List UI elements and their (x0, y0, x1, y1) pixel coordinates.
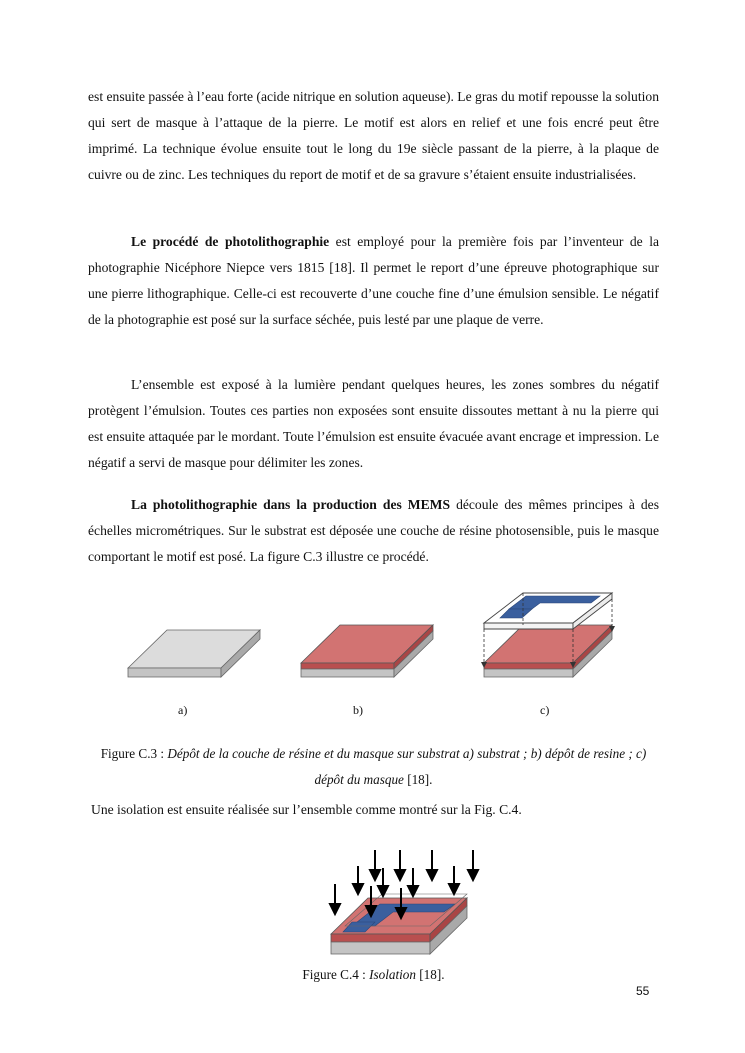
paragraph-4-text: découle des mêmes principes à des échelles micrométriques. Sur le substrat est déposée une couche de résine photosensible, puis le masque comportant le motif est posé. La figure C.3 illustre ce procédé. (88, 497, 659, 564)
figure-c3-caption-ref: [18]. (403, 772, 433, 787)
mask-assembly-c (481, 593, 615, 677)
figure-c3-caption-text: Dépôt de la couche de résine et du masque sur substrat a) substrat ; b) dépôt de resine ; c) dépôt du masque (167, 746, 647, 787)
paragraph-2-bold: Le procédé de photolithographie (131, 234, 330, 249)
paragraph-2-text: est employé pour la première fois par l’inventeur de la photographie Nicéphore Niepce vers 1815 [18]. Il permet le report d’une épreuve photographique sur une pierre lithographique. Celle-ci est recouverte d’une couche fine d’une émulsion sensible. Le négatif de la photographie est posé sur la surface séchée, puis lesté par une plaque de verre. (88, 234, 660, 327)
paragraph-4 (88, 492, 659, 570)
figure-c3-label-c: c) (540, 703, 550, 717)
figure-c3-caption (88, 741, 659, 793)
figure-c4-caption-text: Isolation (369, 967, 416, 982)
substrate-plate-a (128, 630, 260, 677)
resin-plate-b (301, 625, 433, 677)
figure-c3-caption-label: Figure C.3 : (100, 746, 168, 761)
figure-c3-diagram (0, 585, 745, 725)
figure-c3-label-b: b) (353, 703, 363, 717)
paragraph-2 (88, 229, 659, 333)
figure-c4-caption-label: Figure C.4 : (302, 967, 370, 982)
figure-c4-diagram (0, 846, 745, 966)
figure-c4-caption-ref: [18]. (415, 967, 445, 982)
isolation-plate (331, 894, 467, 954)
figure-c3-label-a: a) (178, 703, 188, 717)
page-number: 55 (636, 984, 650, 998)
paragraph-3: L’ensemble est exposé à la lumière pendant quelques heures, les zones sombres du négatif protègent l’émulsion. Toutes ces parties non exposées sont ensuite dissoutes mettant à nu la pierre qui est ensuite attaquée par le mordant. Toute l’émulsion est ensuite évacuée avant encrage et impression. Le négatif a servi de masque pour délimiter les zones. (88, 377, 659, 470)
figure-c4-caption (88, 962, 659, 988)
paragraph-1: est ensuite passée à l’eau forte (acide nitrique en solution aqueuse). Le gras du motif repousse la solution qui sert de masque à l’attaque de la pierre. Le motif est alors en relief et une fois encré peut être imprimé. La technique évolue ensuite tout le long du 19e siècle passant de la pierre, à la plaque de cuivre ou de zinc. Les techniques du report de motif et de sa gravure s’étaient ensuite industrialisées. (88, 89, 659, 182)
paragraph-4-bold: La photolithographie dans la production des MEMS (131, 497, 451, 512)
paragraph-5: Une isolation est ensuite réalisée sur l’ensemble comme montré sur la Fig. C.4. (91, 802, 522, 817)
